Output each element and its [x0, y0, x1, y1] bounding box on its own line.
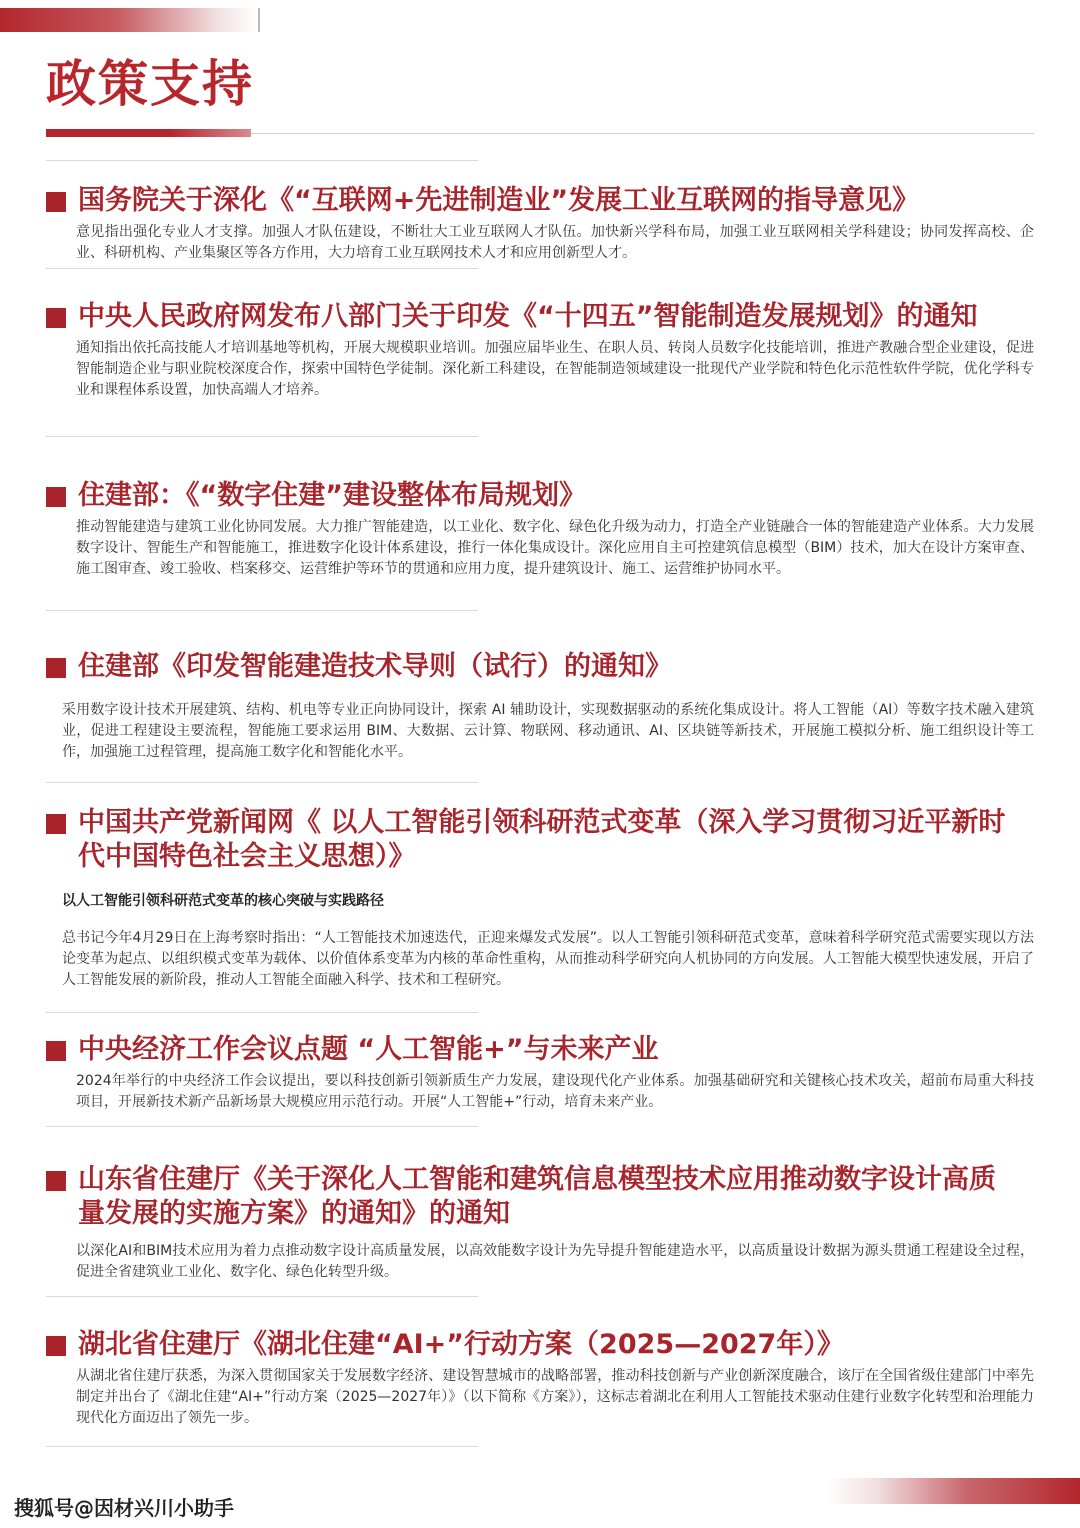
footer-accent-bar	[826, 1478, 1080, 1504]
section-body: 以深化AI和BIM技术应用为着力点推动数字设计高质量发展，以高效能数字设计为先导提升智能建造水平，以高质量设计数据为源头贯通工程建设全过程，促进全省建筑业工业化、数字化、绿色化转型升级。	[76, 1243, 1034, 1280]
section-title	[0, 184, 1080, 218]
separator-line	[46, 782, 478, 783]
separator-line	[46, 1126, 478, 1127]
policy-section-8	[0, 1328, 1080, 1429]
separator-line	[46, 160, 478, 161]
square-bullet-icon	[46, 192, 66, 212]
section-body: 采用数字设计技术开展建筑、结构、机电等专业正向协同设计，探索 AI 辅助设计，实现数据驱动的系统化集成设计。将人工智能（AI）等数字技术融入建筑业，促进工程建设主要流程，智能施工要求运用 BIM、大数据、云计算、物联网、移动通讯、AI、区块链等新技术，开展施工模拟分析、施工组织设计等工作，加强施工过程管理，提高施工数字化和智能化水平。	[62, 702, 1034, 760]
policy-section-4	[0, 650, 1080, 763]
square-bullet-icon	[46, 1171, 66, 1191]
policy-section-2	[0, 300, 1080, 401]
top-accent-bar	[0, 8, 258, 32]
section-title-text: 国务院关于深化《“互联网+先进制造业”发展工业互联网的指导意见》	[78, 185, 920, 216]
separator-line	[46, 1446, 478, 1447]
policy-section-5	[0, 806, 1080, 991]
page-title: 政策支持	[46, 55, 254, 113]
separator-line	[46, 610, 478, 611]
section-body: 2024年举行的中央经济工作会议提出，要以科技创新引领新质生产力发展，建设现代化产业体系。加强基础研究和关键核心技术攻关，超前布局重大科技项目，开展新技术新产品新场景大规模应用示范行动。开展“人工智能+”行动，培育未来产业。	[76, 1073, 1034, 1110]
policy-section-3	[0, 479, 1080, 580]
footer-watermark: 搜狐号@因材兴川小助手	[14, 1496, 234, 1520]
section-body: 从湖北省住建厅获悉，为深入贯彻国家关于发展数字经济、建设智慧城市的战略部署，推动科技创新与产业创新深度融合，该厅在全国省级住建部门中率先制定并出台了《湖北住建“AI+”行动方案（2025—2027年）》（以下简称《方案》），这标志着湖北在利用人工智能技术驱动住建行业数字化转型和治理能力现代化方面迈出了领先一步。	[76, 1368, 1034, 1426]
section-title	[0, 479, 1080, 513]
section-title	[0, 1163, 1080, 1231]
section-body: 意见指出强化专业人才支撑。加强人才队伍建设，不断壮大工业互联网人才队伍。加快新兴学科布局，加强工业互联网相关学科建设；协同发挥高校、企业、科研机构、产业集聚区等各方作用，大力培育工业互联网技术人才和应用创新型人才。	[76, 224, 1034, 261]
title-underline-thick	[46, 129, 251, 137]
title-underline-thin	[251, 133, 1034, 134]
section-title	[0, 300, 1080, 334]
section-title-text: 中央经济工作会议点题 “人工智能+”与未来产业	[78, 1034, 659, 1065]
square-bullet-icon	[46, 308, 66, 328]
section-title-text: 湖北省住建厅《湖北住建“AI+”行动方案（2025—2027年）》	[78, 1329, 844, 1360]
separator-line	[46, 436, 478, 437]
section-title	[0, 650, 1080, 684]
square-bullet-icon	[46, 658, 66, 678]
policy-section-6	[0, 1033, 1080, 1113]
square-bullet-icon	[46, 1041, 66, 1061]
section-title-text: 住建部：《“数字住建”建设整体布局规划》	[78, 480, 586, 511]
policy-section-1	[0, 184, 1080, 264]
section-body: 推动智能建造与建筑工业化协同发展。大力推广智能建造，以工业化、数字化、绿色化升级为动力，打造全产业链融合一体的智能建造产业体系。大力发展数字设计、智能生产和智能施工，推进数字化设计体系建设，推行一体化集成设计。深化应用自主可控建筑信息模型（BIM）技术，加大在设计方案审查、施工图审查、竣工验收、档案移交、运营维护等环节的贯通和应用力度，提升建筑设计、施工、运营维护协同水平。	[76, 519, 1034, 577]
title-underline	[46, 129, 1034, 137]
separator-line	[46, 268, 478, 269]
policy-section-7	[0, 1163, 1080, 1283]
section-title	[0, 806, 1080, 874]
section-title-text: 住建部《印发智能建造技术导则（试行）的通知》	[78, 651, 672, 682]
section-subheading: 以人工智能引领科研范式变革的核心突破与实践路径	[62, 893, 384, 909]
separator-line	[46, 1012, 478, 1013]
section-title	[0, 1328, 1080, 1362]
square-bullet-icon	[46, 487, 66, 507]
square-bullet-icon	[46, 1336, 66, 1356]
section-body: 通知指出依托高技能人才培训基地等机构，开展大规模职业培训。加强应届毕业生、在职人员、转岗人员数字化技能培训，推进产教融合型企业建设，促进智能制造企业与职业院校深度合作，探索中国特色学徒制。深化新工科建设，在智能制造领域建设一批现代产业学院和特色化示范性软件学院，优化学科专业和课程体系设置，加快高端人才培养。	[76, 340, 1034, 398]
square-bullet-icon	[46, 814, 66, 834]
section-title	[0, 1033, 1080, 1067]
section-body: 总书记今年4月29日在上海考察时指出：“人工智能技术加速迭代，正迎来爆发式发展”。以人工智能引领科研范式变革，意味着科学研究范式需要实现以方法论变革为起点、以组织模式变革为载体、以价值体系变革为内核的革命性重构，从而推动科学研究向人机协同的方向发展。人工智能大模型快速发展，开启了人工智能发展的新阶段，推动人工智能全面融入科学、技术和工程研究。	[62, 930, 1034, 988]
section-title-text: 山东省住建厅《关于深化人工智能和建筑信息模型技术应用推动数字设计高质量发展的实施方案》的通知》的通知	[78, 1164, 996, 1229]
section-title-text: 中央人民政府网发布八部门关于印发《“十四五”智能制造发展规划》的通知	[78, 301, 978, 332]
top-accent-tick	[258, 8, 260, 32]
separator-line	[46, 1296, 478, 1297]
section-title-text: 中国共产党新闻网《 以人工智能引领科研范式变革（深入学习贯彻习近平新时代中国特色社会主义思想）》	[78, 807, 1006, 872]
